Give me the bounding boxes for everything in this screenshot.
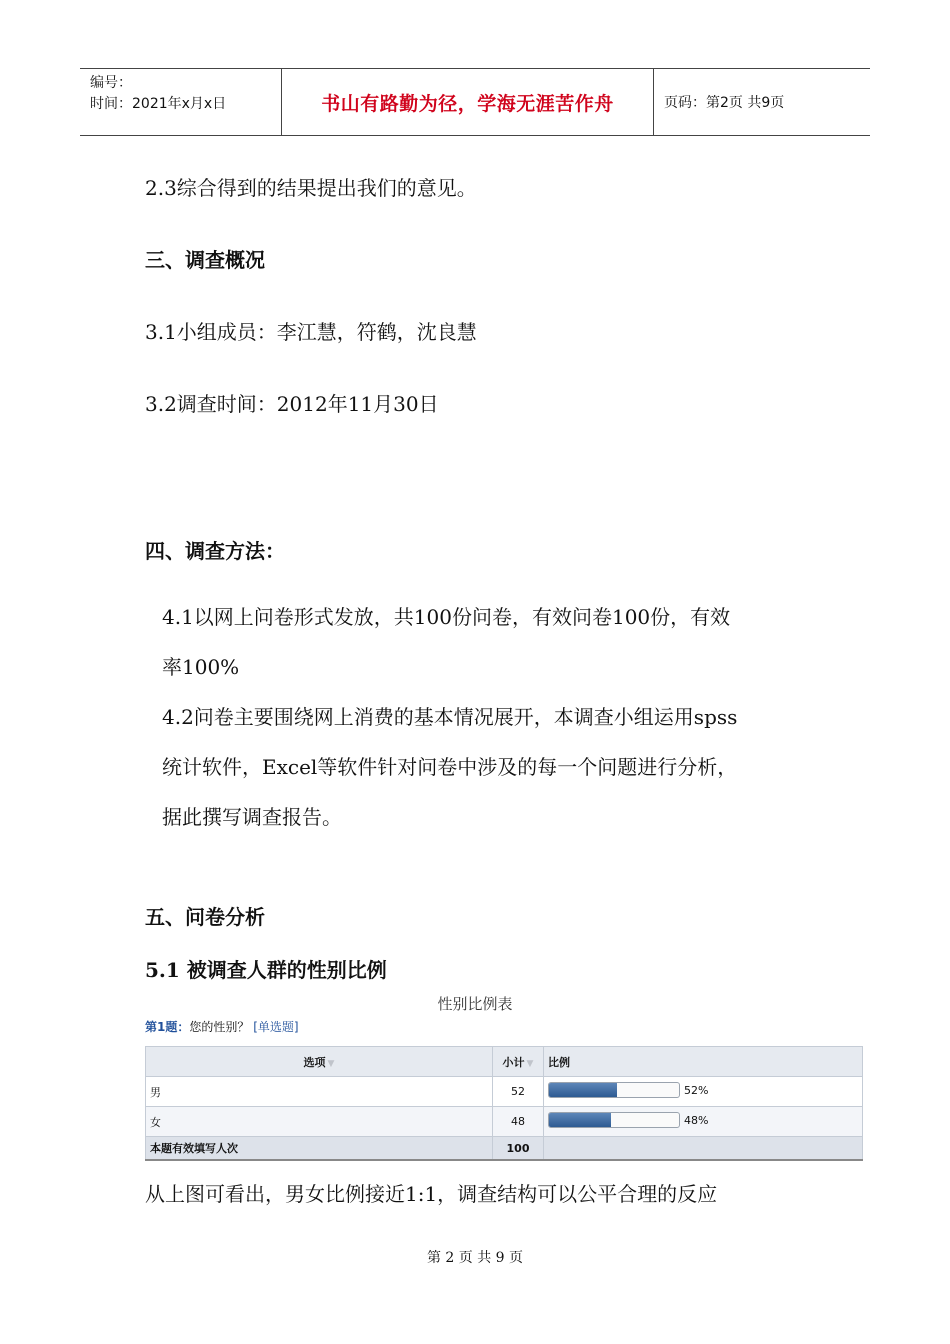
paragraph-conclusion: 从上图可看出，男女比例接近1:1，调查结构可以公平合理的反应 — [145, 1182, 718, 1206]
header-page-cell — [654, 69, 870, 135]
header-ratio: 比例 — [544, 1047, 863, 1077]
option-cell: 男 — [146, 1077, 493, 1107]
header-meta — [80, 69, 281, 135]
paragraph-4-1 — [162, 592, 822, 842]
paragraph-3-2: 3.2调查时间：2012年11月30日 — [145, 392, 439, 416]
ratio-cell — [544, 1107, 863, 1137]
page-label: 页码：第2页 共9页 — [664, 95, 785, 111]
option-cell: 女 — [146, 1107, 493, 1137]
paragraph-4-2-line-3: 据此撰写调查报告。 — [162, 805, 342, 829]
motto: 书山有路勤为径，学海无涯苦作舟 — [321, 92, 614, 115]
header-motto-cell — [281, 69, 654, 135]
serial-label: 编号： — [90, 75, 132, 91]
page-header — [80, 68, 870, 136]
ratio-bar — [548, 1112, 680, 1128]
ratio-bar-fill — [549, 1113, 611, 1127]
ratio-percent: 48% — [684, 1113, 709, 1127]
header-option-label: 选项 — [303, 1055, 326, 1069]
heading-section-3: 三、调查概况 — [145, 248, 265, 272]
ratio-percent: 52% — [684, 1083, 709, 1097]
header-option[interactable] — [146, 1047, 493, 1077]
survey-table — [145, 1046, 863, 1161]
ratio-cell — [544, 1077, 863, 1107]
paragraph-2-3: 2.3综合得到的结果提出我们的意见。 — [145, 176, 477, 200]
total-count: 100 — [493, 1137, 544, 1161]
date-label: 时间：2021年x月x日 — [90, 96, 227, 112]
sort-icon: ▼ — [526, 1058, 534, 1069]
ratio-bar-fill — [549, 1083, 617, 1097]
question-title — [145, 1018, 299, 1035]
count-cell: 48 — [493, 1107, 544, 1137]
count-cell: 52 — [493, 1077, 544, 1107]
heading-section-5: 五、问卷分析 — [145, 905, 265, 929]
table-header-row — [146, 1047, 863, 1077]
heading-5-1: 5.1 被调查人群的性别比例 — [145, 958, 387, 982]
total-empty-cell — [544, 1137, 863, 1161]
question-type: [单选题] — [253, 1020, 299, 1034]
table-row — [146, 1107, 863, 1137]
table-row — [146, 1077, 863, 1107]
heading-section-4: 四、调查方法： — [145, 539, 285, 563]
table-total-row — [146, 1137, 863, 1161]
sort-icon: ▼ — [327, 1058, 335, 1069]
ratio-bar — [548, 1082, 680, 1098]
table-caption: 性别比例表 — [437, 995, 513, 1013]
page-footer: 第 2 页 共 9 页 — [426, 1250, 524, 1266]
paragraph-4-2-line-1: 4.2问卷主要围绕网上消费的基本情况展开，本调查小组运用spss — [162, 705, 738, 729]
paragraph-4-1-line-1: 4.1以网上问卷形式发放，共100份问卷，有效问卷100份，有效 — [162, 605, 731, 629]
header-count[interactable] — [493, 1047, 544, 1077]
question-text: 您的性别？ — [189, 1020, 250, 1034]
question-number: 第1题： — [145, 1020, 190, 1034]
paragraph-4-2-line-2: 统计软件，Excel等软件针对问卷中涉及的每一个问题进行分析， — [162, 755, 738, 779]
paragraph-3-1: 3.1小组成员：李江慧，符鹤，沈良慧 — [145, 320, 477, 344]
total-label: 本题有效填写人次 — [146, 1137, 493, 1161]
header-count-label: 小计 — [502, 1055, 525, 1069]
paragraph-4-1-line-2: 率100% — [162, 655, 240, 679]
